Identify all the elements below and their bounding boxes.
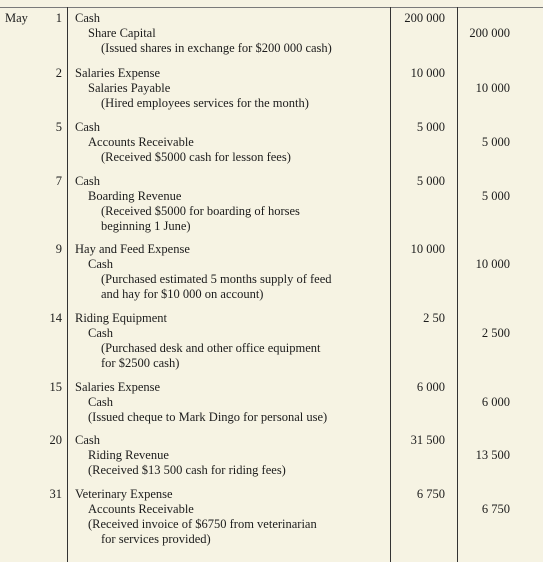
entry-day: 2 — [55, 66, 62, 80]
entry-day: 7 — [55, 174, 62, 188]
debit-account: Cash — [75, 11, 100, 25]
debit-amount: 2 50 — [423, 311, 445, 325]
credit-account: Accounts Receivable — [88, 502, 194, 516]
debit-column-divider — [390, 7, 391, 562]
debit-account: Veterinary Expense — [75, 487, 173, 501]
debit-amount: 6 000 — [416, 380, 445, 394]
debit-account: Hay and Feed Expense — [75, 242, 190, 256]
debit-amount: 5 000 — [416, 174, 445, 188]
narration-line: (Received $5000 for boarding of horses — [101, 204, 300, 218]
narration-line: beginning 1 June) — [101, 219, 191, 233]
entry-day: 5 — [55, 120, 62, 134]
debit-amount: 10 000 — [410, 66, 445, 80]
debit-amount: 10 000 — [410, 242, 445, 256]
credit-amount: 6 000 — [481, 395, 510, 409]
credit-amount: 5 000 — [481, 189, 510, 203]
narration-line: (Purchased estimated 5 months supply of feed — [101, 272, 332, 286]
credit-amount: 5 000 — [481, 135, 510, 149]
debit-amount: 200 000 — [404, 11, 445, 25]
narration-line: and hay for $10 000 on account) — [101, 287, 264, 301]
credit-account: Cash — [88, 326, 113, 340]
credit-amount: 13 500 — [475, 448, 510, 462]
entry-day: 15 — [49, 380, 62, 394]
debit-account: Cash — [75, 120, 100, 134]
credit-account: Cash — [88, 395, 113, 409]
entry-day: 14 — [49, 311, 62, 325]
narration-line: (Issued cheque to Mark Dingo for personal use) — [88, 410, 328, 424]
credit-amount: 6 750 — [481, 502, 510, 516]
narration-line: (Received invoice of $6750 from veterinarian — [88, 517, 317, 531]
debit-account: Salaries Expense — [75, 66, 161, 80]
debit-account: Cash — [75, 433, 100, 447]
debit-amount: 31 500 — [410, 433, 445, 447]
credit-amount: 10 000 — [475, 81, 510, 95]
credit-account: Share Capital — [88, 26, 156, 40]
debit-account: Riding Equipment — [75, 311, 168, 325]
entry-day: 20 — [49, 433, 62, 447]
credit-account: Accounts Receivable — [88, 135, 194, 149]
entry-day: 31 — [49, 487, 62, 501]
credit-account: Boarding Revenue — [88, 189, 182, 203]
credit-amount: 2 500 — [481, 326, 510, 340]
narration-line: (Received $13 500 cash for riding fees) — [88, 463, 286, 477]
debit-amount: 5 000 — [416, 120, 445, 134]
credit-account: Salaries Payable — [88, 81, 171, 95]
narration-line: (Issued shares in exchange for $200 000 cash) — [101, 41, 332, 55]
top-rule — [0, 7, 543, 8]
credit-amount: 10 000 — [475, 257, 510, 271]
credit-account: Cash — [88, 257, 113, 271]
date-column-divider — [67, 7, 68, 562]
debit-account: Cash — [75, 174, 100, 188]
narration-line: for $2500 cash) — [101, 356, 180, 370]
credit-column-divider — [457, 7, 458, 562]
entry-day: 9 — [55, 242, 62, 256]
debit-amount: 6 750 — [416, 487, 445, 501]
narration-line: (Hired employees services for the month) — [101, 96, 309, 110]
credit-amount: 200 000 — [469, 26, 510, 40]
credit-account: Riding Revenue — [88, 448, 169, 462]
narration-line: for services provided) — [101, 532, 211, 546]
narration-line: (Received $5000 cash for lesson fees) — [101, 150, 291, 164]
month-label: May — [5, 11, 28, 25]
narration-line: (Purchased desk and other office equipment — [101, 341, 321, 355]
entry-day: 1 — [55, 11, 62, 25]
debit-account: Salaries Expense — [75, 380, 161, 394]
